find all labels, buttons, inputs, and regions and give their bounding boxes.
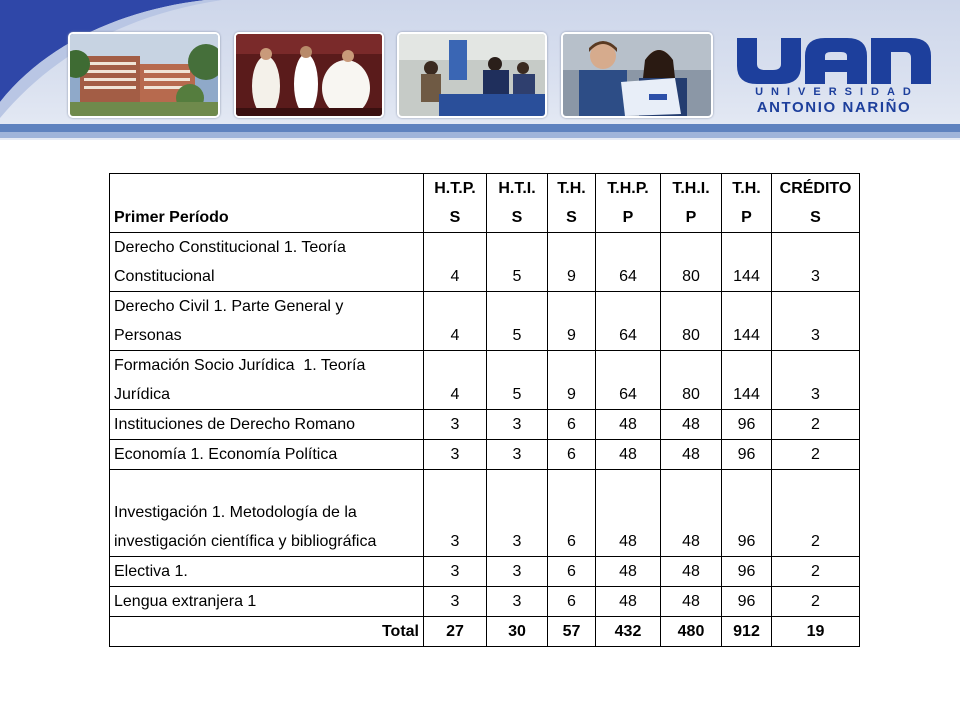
ths-cell: 6 — [548, 557, 596, 587]
thip-cell: 48 — [661, 470, 722, 557]
total-creditos: 19 — [772, 617, 860, 647]
table-row — [110, 233, 860, 292]
total-ths: 57 — [548, 617, 596, 647]
total-htis: 30 — [487, 617, 548, 647]
thpp-cell: 64 — [596, 351, 661, 410]
subject-cell: Investigación 1. Metodología de la investigación científica y bibliográfica — [110, 470, 424, 557]
ths-cell: 6 — [548, 440, 596, 470]
thpp-cell: 64 — [596, 292, 661, 351]
dance-photo — [234, 32, 384, 118]
thp-cell: 96 — [722, 557, 772, 587]
subject-cell: Derecho Civil 1. Parte General y Personas — [110, 292, 424, 351]
column-header-creditos: CRÉDITO S — [772, 174, 860, 233]
thp-cell: 96 — [722, 410, 772, 440]
subject-cell: Electiva 1. — [110, 557, 424, 587]
creditos-cell: 2 — [772, 440, 860, 470]
total-row — [110, 617, 860, 647]
thip-cell: 48 — [661, 557, 722, 587]
subject-cell: Derecho Constitucional 1. Teoría Constitucional — [110, 233, 424, 292]
uan-logo-letters — [735, 38, 933, 84]
thpp-cell: 48 — [596, 557, 661, 587]
campus-photo — [68, 32, 220, 118]
total-thpp: 432 — [596, 617, 661, 647]
total-label: Total — [110, 617, 424, 647]
ths-cell: 6 — [548, 587, 596, 617]
header-stripe-dark — [0, 124, 960, 132]
students-photo — [397, 32, 547, 118]
total-thip: 480 — [661, 617, 722, 647]
table-row — [110, 557, 860, 587]
htis-cell: 5 — [487, 351, 548, 410]
header-banner — [0, 0, 960, 140]
thp-cell: 96 — [722, 470, 772, 557]
htis-cell: 5 — [487, 233, 548, 292]
header-stripe-light — [0, 132, 960, 138]
subject-cell: Instituciones de Derecho Romano — [110, 410, 424, 440]
column-header-thip: T.H.I. P — [661, 174, 722, 233]
thpp-cell: 48 — [596, 410, 661, 440]
htps-cell: 3 — [424, 470, 487, 557]
table-header-row — [110, 174, 860, 233]
thip-cell: 80 — [661, 292, 722, 351]
htis-cell: 3 — [487, 587, 548, 617]
htps-cell: 4 — [424, 233, 487, 292]
column-header-htis: H.T.I. S — [487, 174, 548, 233]
thip-cell: 80 — [661, 233, 722, 292]
creditos-cell: 3 — [772, 233, 860, 292]
study-plan-table — [109, 173, 860, 647]
thip-cell: 80 — [661, 351, 722, 410]
creditos-cell: 3 — [772, 351, 860, 410]
subject-cell: Lengua extranjera 1 — [110, 587, 424, 617]
creditos-cell: 3 — [772, 292, 860, 351]
creditos-cell: 2 — [772, 587, 860, 617]
thip-cell: 48 — [661, 440, 722, 470]
thp-cell: 96 — [722, 440, 772, 470]
column-header-htps: H.T.P. S — [424, 174, 487, 233]
table-row — [110, 410, 860, 440]
table-row — [110, 351, 860, 410]
logo-text-universidad: UNIVERSIDAD — [755, 86, 919, 98]
table-row — [110, 292, 860, 351]
thpp-cell: 48 — [596, 440, 661, 470]
logo-text-antonio-narino: ANTONIO NARIÑO — [756, 99, 912, 116]
column-header-thp: T.H. P — [722, 174, 772, 233]
couple-photo — [561, 32, 713, 118]
htps-cell: 3 — [424, 410, 487, 440]
uan-logo — [735, 38, 933, 115]
htis-cell: 3 — [487, 557, 548, 587]
htps-cell: 4 — [424, 292, 487, 351]
ths-cell: 6 — [548, 410, 596, 440]
creditos-cell: 2 — [772, 470, 860, 557]
ths-cell: 6 — [548, 470, 596, 557]
table-row — [110, 587, 860, 617]
htps-cell: 3 — [424, 587, 487, 617]
thpp-cell: 48 — [596, 587, 661, 617]
htis-cell: 5 — [487, 292, 548, 351]
htis-cell: 3 — [487, 470, 548, 557]
htis-cell: 3 — [487, 440, 548, 470]
total-htps: 27 — [424, 617, 487, 647]
thpp-cell: 48 — [596, 470, 661, 557]
ths-cell: 9 — [548, 351, 596, 410]
thpp-cell: 64 — [596, 233, 661, 292]
thp-cell: 144 — [722, 351, 772, 410]
subject-cell: Economía 1. Economía Política — [110, 440, 424, 470]
table-row — [110, 440, 860, 470]
htps-cell: 4 — [424, 351, 487, 410]
thp-cell: 144 — [722, 233, 772, 292]
htps-cell: 3 — [424, 440, 487, 470]
period-header: Primer Período — [110, 174, 424, 233]
creditos-cell: 2 — [772, 410, 860, 440]
column-header-ths: T.H. S — [548, 174, 596, 233]
ths-cell: 9 — [548, 292, 596, 351]
thip-cell: 48 — [661, 410, 722, 440]
total-thp: 912 — [722, 617, 772, 647]
thp-cell: 96 — [722, 587, 772, 617]
thp-cell: 144 — [722, 292, 772, 351]
creditos-cell: 2 — [772, 557, 860, 587]
table-row — [110, 470, 860, 557]
ths-cell: 9 — [548, 233, 596, 292]
thip-cell: 48 — [661, 587, 722, 617]
column-header-thpp: T.H.P. P — [596, 174, 661, 233]
htis-cell: 3 — [487, 410, 548, 440]
htps-cell: 3 — [424, 557, 487, 587]
subject-cell: Formación Socio Jurídica 1. Teoría Jurídica — [110, 351, 424, 410]
